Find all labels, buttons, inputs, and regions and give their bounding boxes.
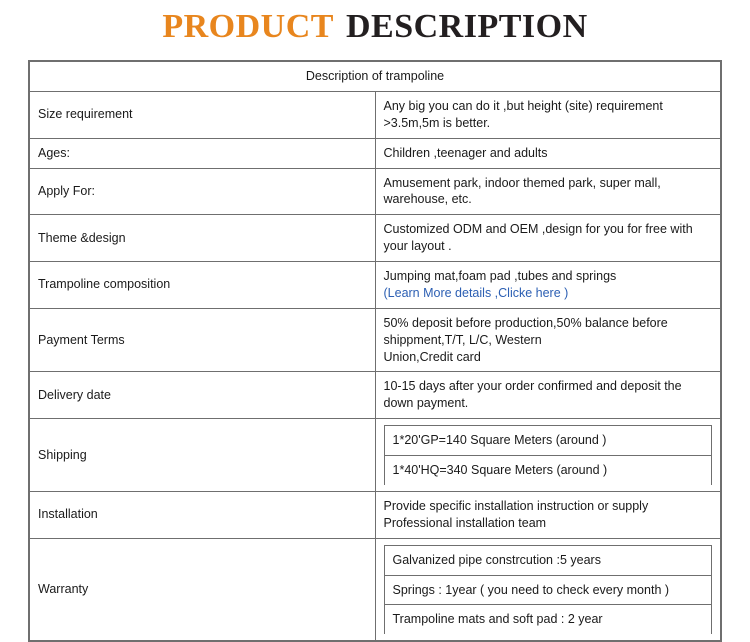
table-row [30,215,721,262]
table-row [30,419,721,492]
table-row [30,491,721,538]
warranty-subline-row [384,575,712,605]
warranty-subline-row [384,605,712,634]
table-header-row [30,62,721,92]
page-title-product: PRODUCT [162,8,334,45]
warranty-sublines [384,545,713,635]
table-header-cell: Description of trampoline [30,62,721,92]
warranty-subline-3: Trampoline mats and soft pad : 2 year [384,605,712,634]
shipping-sublines [384,425,713,485]
table-row [30,372,721,419]
row-value-warranty [375,538,721,641]
table-row [30,538,721,641]
payment-line-1: 50% deposit before production,50% balance before shippment,T/T, L/C, Western [383,315,668,347]
row-label-installation: Installation [30,491,376,538]
shipping-subline-2: 1*40'HQ=340 Square Meters (around ) [384,456,712,485]
shipping-subline-row [384,426,712,456]
row-label-warranty: Warranty [30,538,376,641]
row-label-size-requirement: Size requirement [30,91,376,138]
row-value-shipping [375,419,721,492]
shipping-subline-row [384,456,712,485]
row-label-theme-design: Theme &design [30,215,376,262]
row-value-size-requirement: Any big you can do it ,but height (site) requirement >3.5m,5m is better. [375,91,721,138]
row-label-trampoline-composition: Trampoline composition [30,262,376,309]
row-value-delivery-date: 10-15 days after your order confirmed and deposit the down payment. [375,372,721,419]
page-title [0,0,750,52]
table-row [30,308,721,372]
row-label-apply-for: Apply For: [30,168,376,215]
row-value-trampoline-composition [375,262,721,309]
specification-table-wrapper [28,60,722,642]
row-label-shipping: Shipping [30,419,376,492]
row-value-theme-design: Customized ODM and OEM ,design for you for free with your layout . [375,215,721,262]
warranty-subline-1: Galvanized pipe constrcution :5 years [384,545,712,575]
row-label-payment-terms: Payment Terms [30,308,376,372]
payment-line-2: Union,Credit card [383,349,481,364]
warranty-subline-2: Springs : 1year ( you need to check every month ) [384,575,712,605]
row-value-apply-for: Amusement park, indoor themed park, super mall, warehouse, etc. [375,168,721,215]
table-row [30,138,721,168]
composition-line-1: Jumping mat,foam pad ,tubes and springs [383,269,617,283]
warranty-subline-row [384,545,712,575]
row-value-ages: Children ,teenager and adults [375,138,721,168]
table-row [30,168,721,215]
row-label-ages: Ages: [30,138,376,168]
shipping-subline-1: 1*20'GP=140 Square Meters (around ) [384,426,712,456]
table-row [30,262,721,309]
table-row [30,91,721,138]
specification-table [29,61,721,641]
row-value-payment-terms [375,308,721,372]
learn-more-link[interactable]: (Learn More details ,Clicke here ) [383,285,569,300]
page-title-description: DESCRIPTION [345,8,588,45]
row-value-installation: Provide specific installation instruction or supply Professional installation team [375,491,721,538]
row-label-delivery-date: Delivery date [30,372,376,419]
